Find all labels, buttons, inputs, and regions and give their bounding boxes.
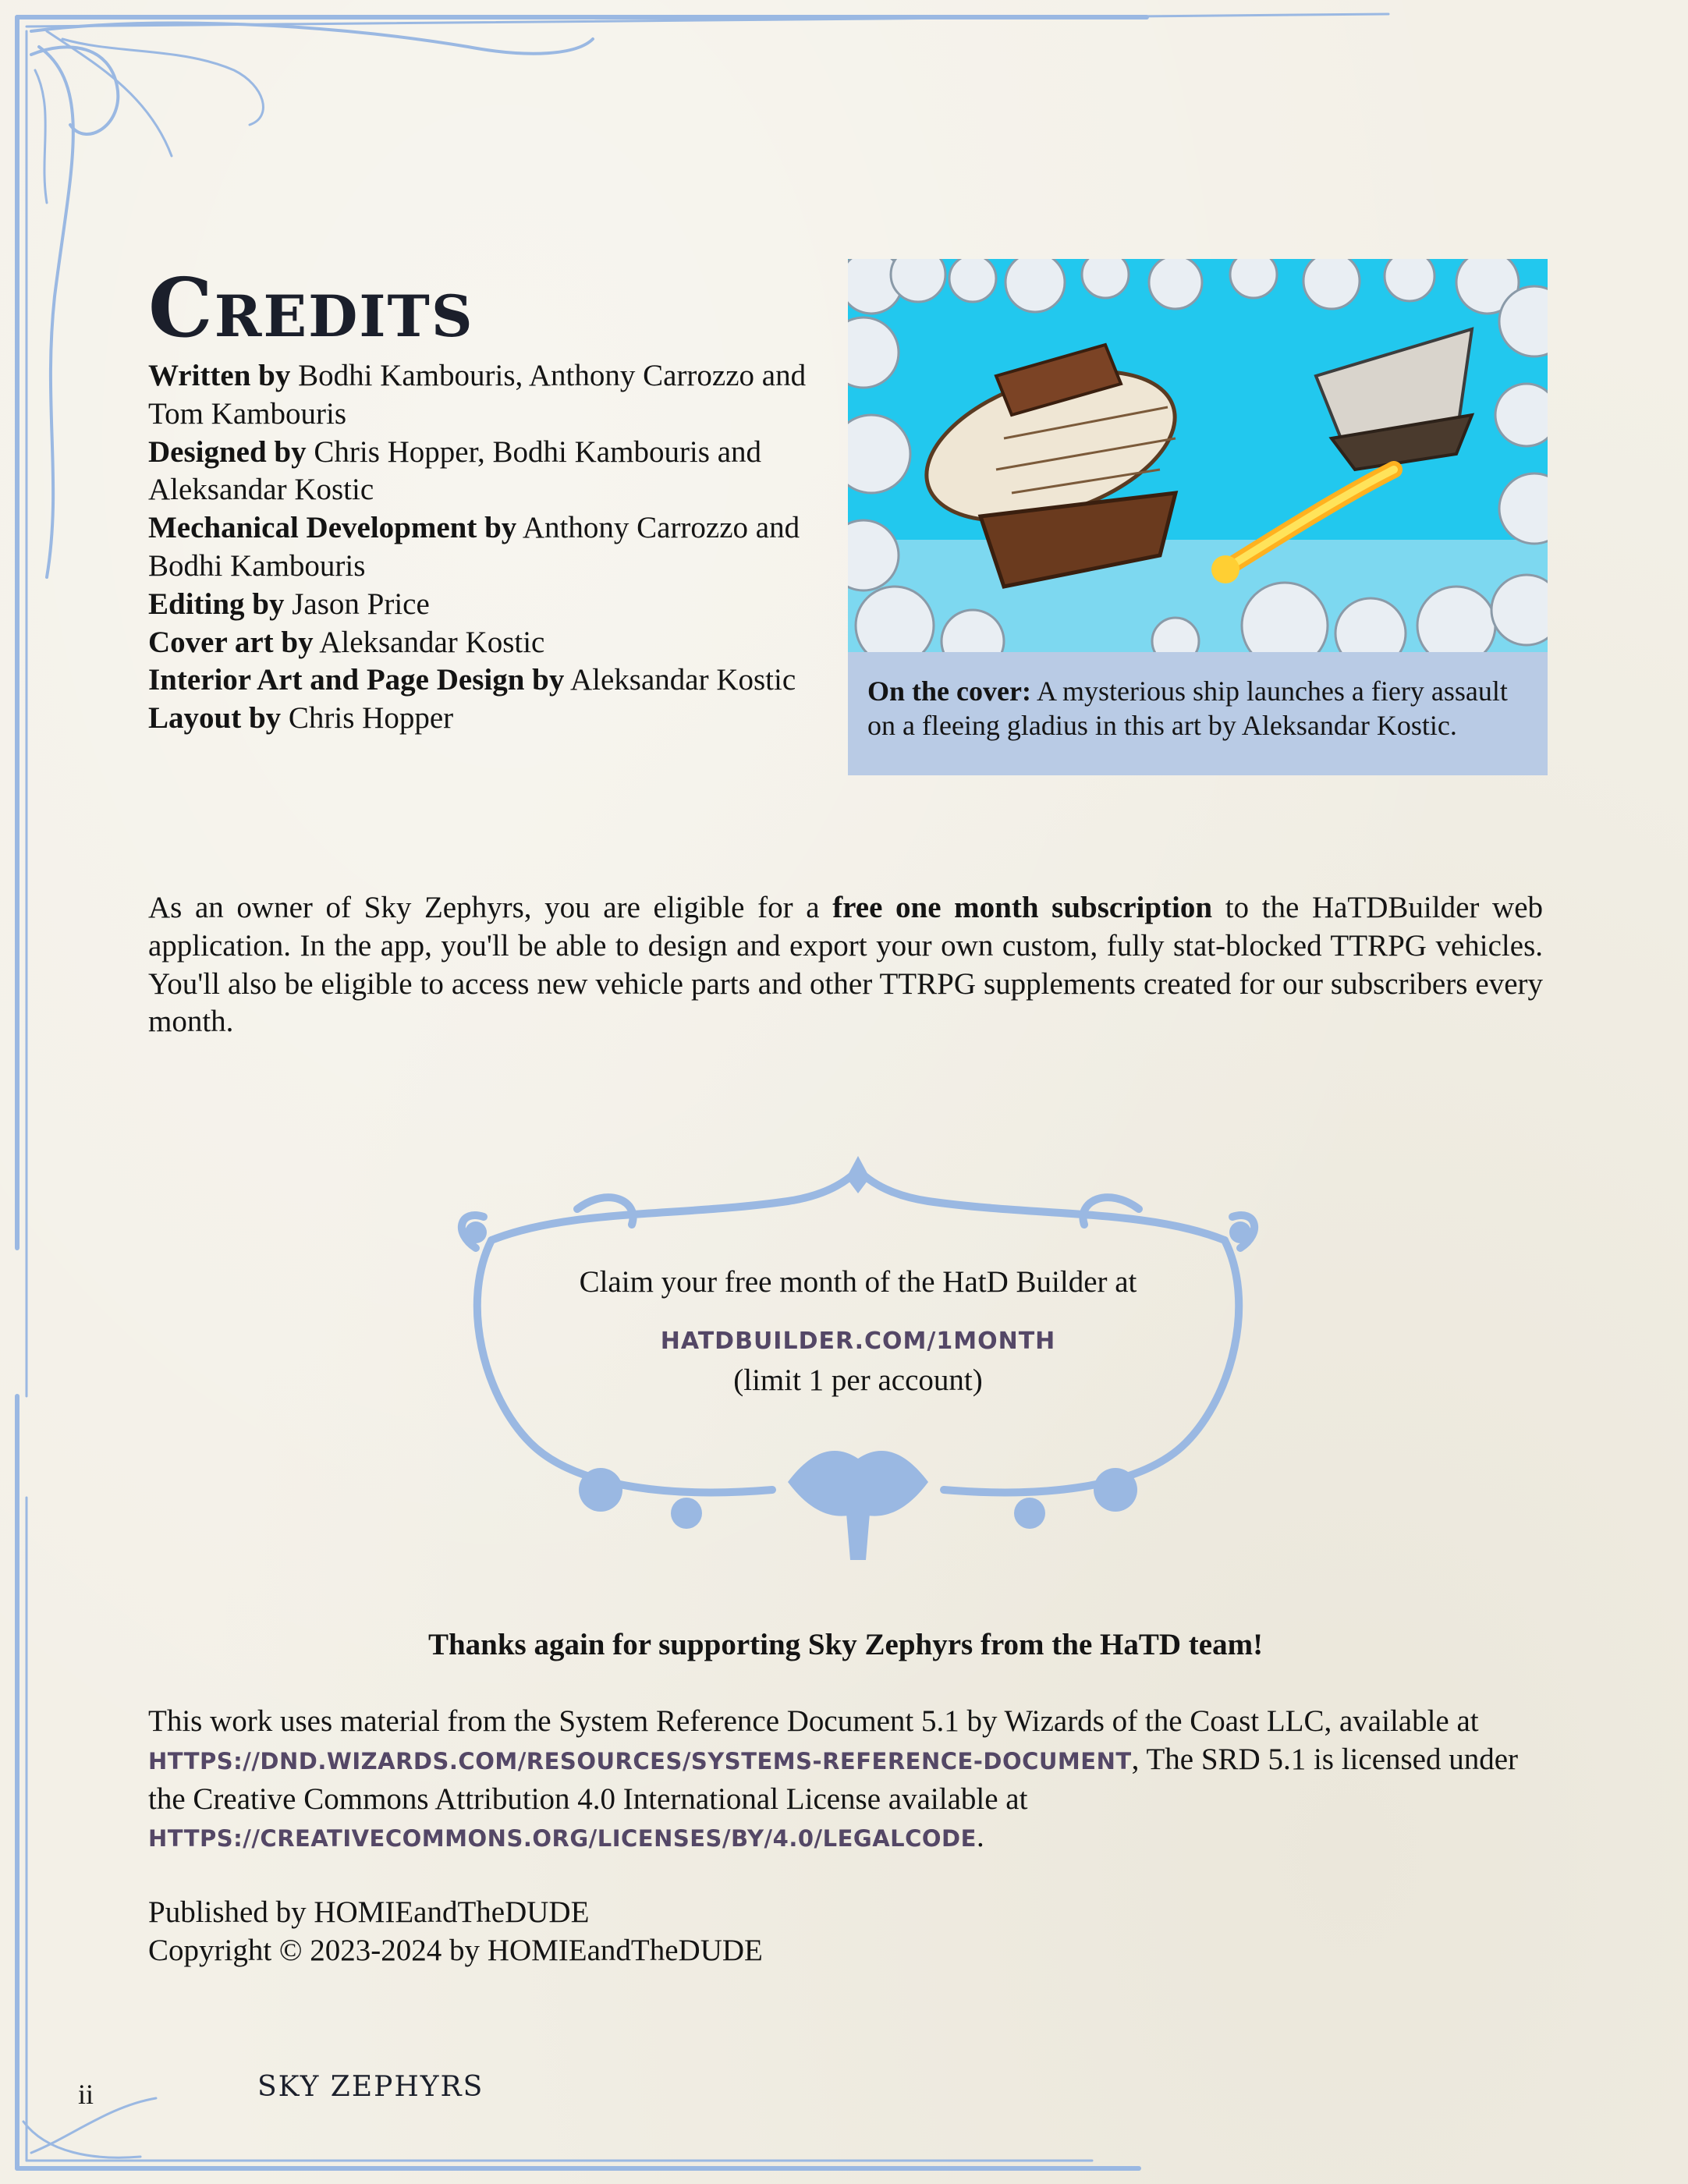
owner-text-before: As an owner of Sky Zephyrs, you are eligible for a [148,891,820,924]
credit-role: Written by [148,359,291,392]
credit-editing [148,586,850,624]
credit-written [148,357,850,434]
srd-link[interactable]: HTTPS://DND.WIZARDS.COM/RESOURCES/SYSTEMS-REFERENCE-DOCUMENT [148,1747,1132,1774]
publisher-info [148,1894,763,1970]
published-by: Published by HOMIEandTheDUDE [148,1895,590,1929]
owner-text-after: to the HaTDBuilder web application. In the app, you'll be able to design and export your own custom, fully stat-blocked TTRPG vehicles. You'll also be eligible to access new vehicle parts and other TTRPG supplements created for our subscribers every month. [148,891,1544,1039]
credit-names: Chris Hopper, Bodhi Kambouris and Aleksandar Kostic [148,434,762,507]
caption-label: On the cover: [867,675,1031,707]
credit-names: Aleksandar Kostic [569,663,796,697]
credit-names: Anthony Carrozzo and Bodhi Kambouris [148,511,800,583]
credit-role: Layout by [148,701,282,736]
license-text: . [976,1820,984,1854]
caption-text: A mysterious ship launches a fiery assault on a fleeing gladius in this art by Aleksandar Kostic. [867,675,1508,741]
claim-offer-box [445,1147,1271,1568]
credit-mechanical [148,509,850,586]
credit-cover-art [148,624,850,662]
credit-names: Bodhi Kambouris, Anthony Carrozzo and Tom Kambouris [148,359,807,431]
cc-license-link[interactable]: HTTPS://CREATIVECOMMONS.ORG/LICENSES/BY/4.0/LEGALCODE [148,1825,977,1852]
license-paragraph [148,1703,1552,1858]
ornamental-frame [445,1147,1271,1568]
credit-role: Editing by [148,587,285,621]
cover-illustration [848,259,1548,652]
page-number: ii [78,2079,94,2110]
credit-role: Mechanical Development by [148,511,517,545]
footer-book-title: SKY ZEPHYRS [257,2071,484,2103]
credit-role: Designed by [148,434,307,469]
credit-interior-art [148,661,850,700]
credit-layout [148,700,850,738]
subscription-paragraph [148,889,1543,1041]
cover-figure [848,259,1548,775]
credit-role: Interior Art and Page Design by [148,663,565,697]
copyright: Copyright © 2023-2024 by HOMIEandTheDUDE [148,1933,763,1967]
license-text: , The SRD 5.1 is licensed under the Creative Commons Attribution 4.0 International License available at [148,1742,1519,1816]
credits-list [148,357,850,738]
credit-names: Chris Hopper [288,701,454,736]
license-text: This work uses material from the System Reference Document 5.1 by Wizards of the Coast LLC, available at [148,1704,1479,1738]
thanks-message: Thanks again for supporting Sky Zephyrs from the HaTD team! [427,1628,1264,1661]
credits-heading: Credits [148,260,474,356]
claim-limit: (limit 1 per account) [733,1363,983,1397]
credit-names: Jason Price [292,587,430,621]
owner-highlight: free one month subscription [832,891,1213,924]
credit-role: Cover art by [148,625,314,659]
credit-names: Aleksandar Kostic [319,625,545,659]
claim-url-link[interactable]: HATDBUILDER.COM/1MONTH [660,1328,1056,1355]
cover-caption [848,652,1548,775]
claim-line: Claim your free month of the HatD Builder at [579,1265,1137,1299]
credit-designed [148,434,850,510]
